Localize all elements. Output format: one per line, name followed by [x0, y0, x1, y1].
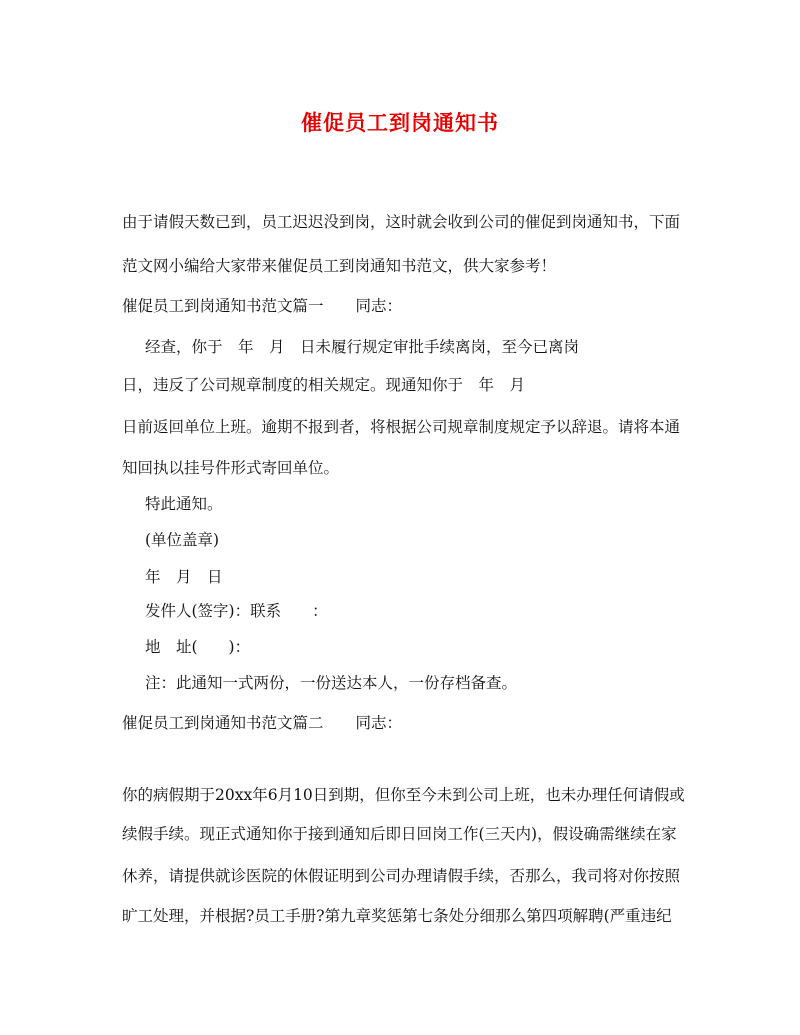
seal-text: (单位盖章)	[145, 531, 220, 549]
salutation: 同志：	[355, 714, 403, 732]
body-line: 知回执以挂号件形式寄回单位。	[122, 459, 340, 477]
body-line: 旷工处理，并根据?员工手册?第九章奖惩第七条处分细那么第四项解聘(严重违纪	[122, 907, 672, 925]
intro-line: 由于请假天数已到，员工迟迟没到岗，这时就会收到公司的催促到岗通知书，下面	[122, 213, 681, 231]
body-line: 日，违反了公司规章制度的相关规定。现通知你于 年 月	[122, 376, 526, 394]
address-text: 地 址( )：	[145, 638, 251, 656]
intro-line: 范文网小编给大家带来催促员工到岗通知书范文，供大家参考！	[122, 257, 557, 275]
sender-text: 发件人(签字)：联系 ：	[145, 602, 328, 620]
body-line: 续假手续。现正式通知你于接到通知后即日回岗工作(三天内)，假设确需继续在家	[122, 825, 677, 843]
closing-text: 特此通知。	[145, 495, 223, 513]
sample-heading: 催促员工到岗通知书范文篇一	[122, 297, 324, 315]
salutation: 同志：	[355, 297, 403, 315]
body-line: 日前返回单位上班。逾期不报到者，将根据公司规章制度规定予以辞退。请将本通	[122, 418, 681, 436]
body-line: 你的病假期于20xx年6月10日到期，但你至今未到公司上班，也未办理任何请假或	[122, 786, 685, 804]
body-line: 经查，你于 年 月 日未履行规定审批手续离岗，至今已离岗	[145, 338, 580, 356]
note-text: 注：此通知一式两份，一份送达本人，一份存档备查。	[145, 674, 518, 692]
page-title: 催促员工到岗通知书	[301, 110, 499, 135]
date-text: 年 月 日	[145, 568, 223, 586]
body-line: 休养，请提供就诊医院的休假证明到公司办理请假手续，否那么，我司将对你按照	[122, 867, 681, 885]
sample2-heading-row	[122, 713, 402, 733]
sample-heading: 催促员工到岗通知书范文篇二	[122, 714, 324, 732]
sample1-heading-row	[122, 296, 402, 316]
